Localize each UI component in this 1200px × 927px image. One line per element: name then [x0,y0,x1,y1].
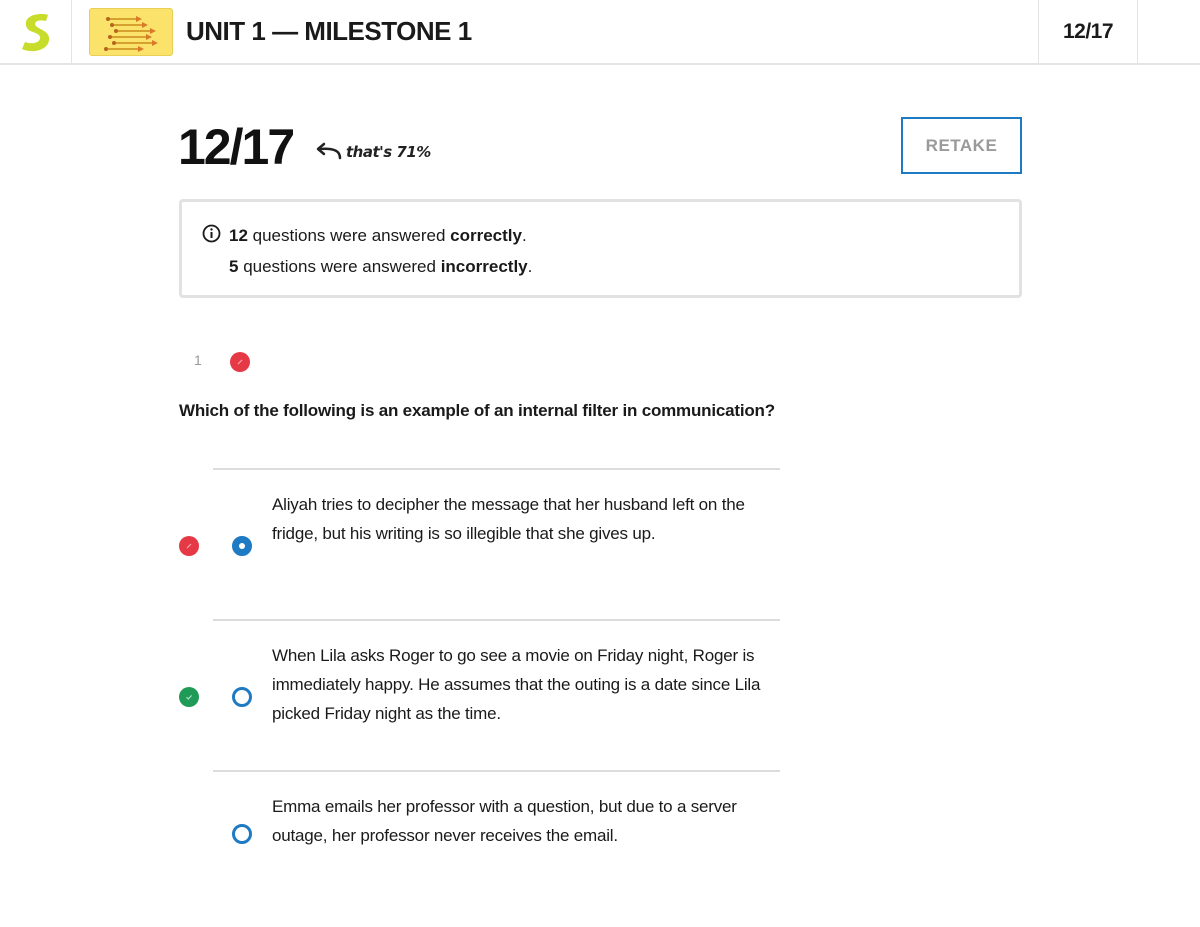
results-summary [179,199,1022,298]
option-3-text[interactable]: Emma emails her professor with a question, but due to a server outage, her professor never receives the email. [272,797,737,845]
option-1-text[interactable]: Aliyah tries to decipher the message that her husband left on the fridge, but his writing is so illegible that she gives up. [272,495,745,543]
summary-correct-line [229,226,527,246]
incorrect-text: questions were answered [238,257,441,276]
result-score: 12/17 [178,119,294,175]
percent-note-text: that's 71% [346,143,431,161]
option-divider [213,619,780,621]
option-divider [213,468,780,470]
option-3-radio[interactable] [232,824,252,844]
option-incorrect-mark-icon [179,536,199,556]
darts-thumbnail-icon [90,9,173,56]
header-score-text: 12/17 [1062,20,1114,43]
retake-button[interactable]: RETAKE [901,117,1022,174]
incorrect-end: . [527,257,533,276]
correct-word: correctly [450,226,522,245]
correct-count: 12 [229,226,248,245]
question-number: 1 [194,352,202,368]
header-score [1038,0,1138,63]
option-2-text[interactable]: When Lila asks Roger to go see a movie on Friday night, Roger is immediately happy. He assumes that the outing is a date since Lila picked Friday night as the time. [272,646,761,723]
unit-title: UNIT 1 — MILESTONE 1 [186,16,472,46]
top-bar [0,0,1200,65]
option-1-radio[interactable] [232,536,252,556]
info-icon [202,224,221,243]
option-2-radio[interactable] [232,687,252,707]
option-divider [213,770,780,772]
summary-incorrect-line [229,257,532,277]
question-status-incorrect-icon [230,352,250,372]
option-correct-mark-icon [179,687,199,707]
incorrect-count: 5 [229,257,239,276]
unit-thumbnail [89,8,173,56]
correct-text: questions were answered [247,226,451,245]
question-text: Which of the following is an example of an internal filter in communication? [179,401,775,420]
logo-cell[interactable] [0,0,72,63]
correct-end: . [521,226,527,245]
curved-arrow-icon [314,142,342,162]
sophia-logo-icon[interactable] [19,12,53,52]
incorrect-word: incorrectly [440,257,528,276]
